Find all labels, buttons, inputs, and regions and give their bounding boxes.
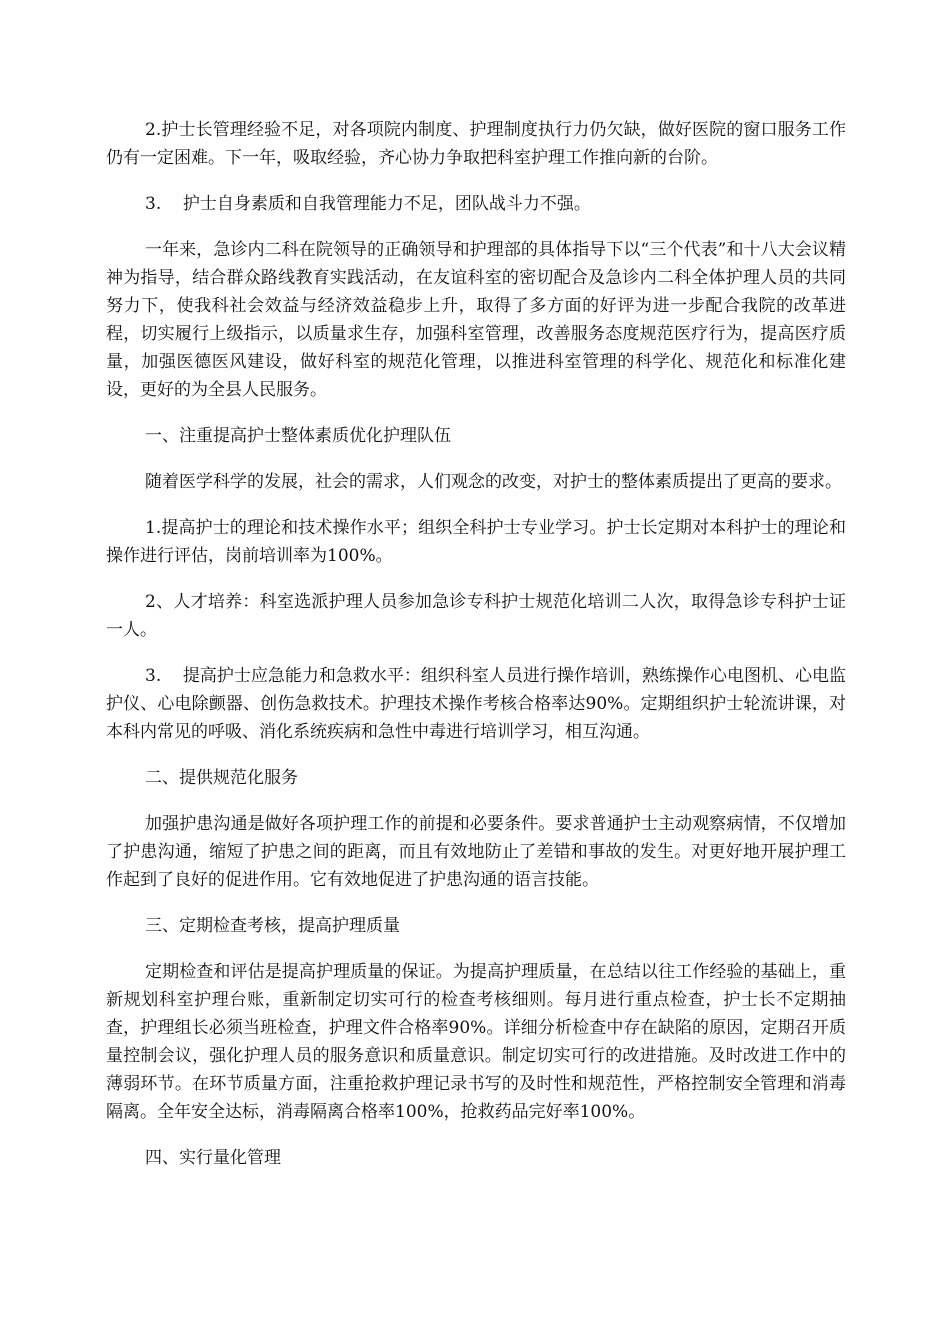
section-heading-3: 三、定期检查考核，提高护理质量 [145,916,400,936]
section-heading-4: 四、实行量化管理 [145,1148,281,1168]
paragraph-quality-inspection: 定期检查和评估是提高护理质量的保证。为提高护理质量，在总结以往工作经验的基础上，重新规划科室护理台账，重新制定切实可行的检查考核细则。每月进行重点检查，护士长不定期抽查，护理组长必须当班检查，护理文件合格率90%。详细分析检查中存在缺陷的原因，定期召开质量控制会议，强化护理人员的服务意识和质量意识。制定切实可行的改进措施。及时改进工作中的薄弱环节。在环节质量方面，注重抢救护理记录书写的及时性和规范性，严格控制安全管理和消毒隔离。全年安全达标，消毒隔离合格率100%，抢救药品完好率100%。 [106,962,846,1122]
document-body [106,116,846,1190]
section-heading-1: 一、注重提高护士整体素质优化护理队伍 [145,426,451,446]
paragraph-emergency-skills: 3. 提高护士应急能力和急救水平：组织科室人员进行操作培训，熟练操作心电图机、心电监护仪、心电除颤器、创伤急救技术。护理技术操作考核合格率达90%。定期组织护士轮流讲课，对本科内常见的呼吸、消化系统疾病和急性中毒进行培训学习，相互沟通。 [106,666,846,742]
paragraph-nurse-manager-experience: 2.护士长管理经验不足，对各项院内制度、护理制度执行力仍欠缺，做好医院的窗口服务工作仍有一定困难。下一年，吸取经验，齐心协力争取把科室护理工作推向新的台阶。 [106,120,846,168]
paragraph-quality-requirements: 随着医学科学的发展，社会的需求，人们观念的改变，对护士的整体素质提出了更高的要求。 [145,472,842,492]
paragraph-annual-overview: 一年来，急诊内二科在院领导的正确领导和护理部的具体指导下以“三个代表”和十八大会议精神为指导，结合群众路线教育实践活动，在友谊科室的密切配合及急诊内二科全体护理人员的共同努力下，使我科社会效益与经济效益稳步上升，取得了多方面的好评为进一步配合我院的改革进程，切实履行上级指示，以质量求生存，加强科室管理，改善服务态度规范医疗行为，提高医疗质量，加强医德医风建设，做好科室的规范化管理，以推进科室管理的科学化、规范化和标准化建设，更好的为全县人民服务。 [106,240,846,400]
section-heading-2: 二、提供规范化服务 [145,768,298,788]
paragraph-talent-training: 2、人才培养：科室选派护理人员参加急诊专科护士规范化培训二人次，取得急诊专科护士证一人。 [106,592,846,640]
paragraph-communication: 加强护患沟通是做好各项护理工作的前提和必要条件。要求普通护士主动观察病情，不仅增加了护患沟通，缩短了护患之间的距离，而且有效地防止了差错和事故的发生。对更好地开展护理工作起到了良好的促进作用。它有效地促进了护患沟通的语言技能。 [106,814,846,890]
paragraph-team-quality: 3. 护士自身素质和自我管理能力不足，团队战斗力不强。 [145,194,591,214]
paragraph-theory-training: 1.提高护士的理论和技术操作水平；组织全科护士专业学习。护士长定期对本科护士的理论和操作进行评估，岗前培训率为100%。 [106,518,846,566]
